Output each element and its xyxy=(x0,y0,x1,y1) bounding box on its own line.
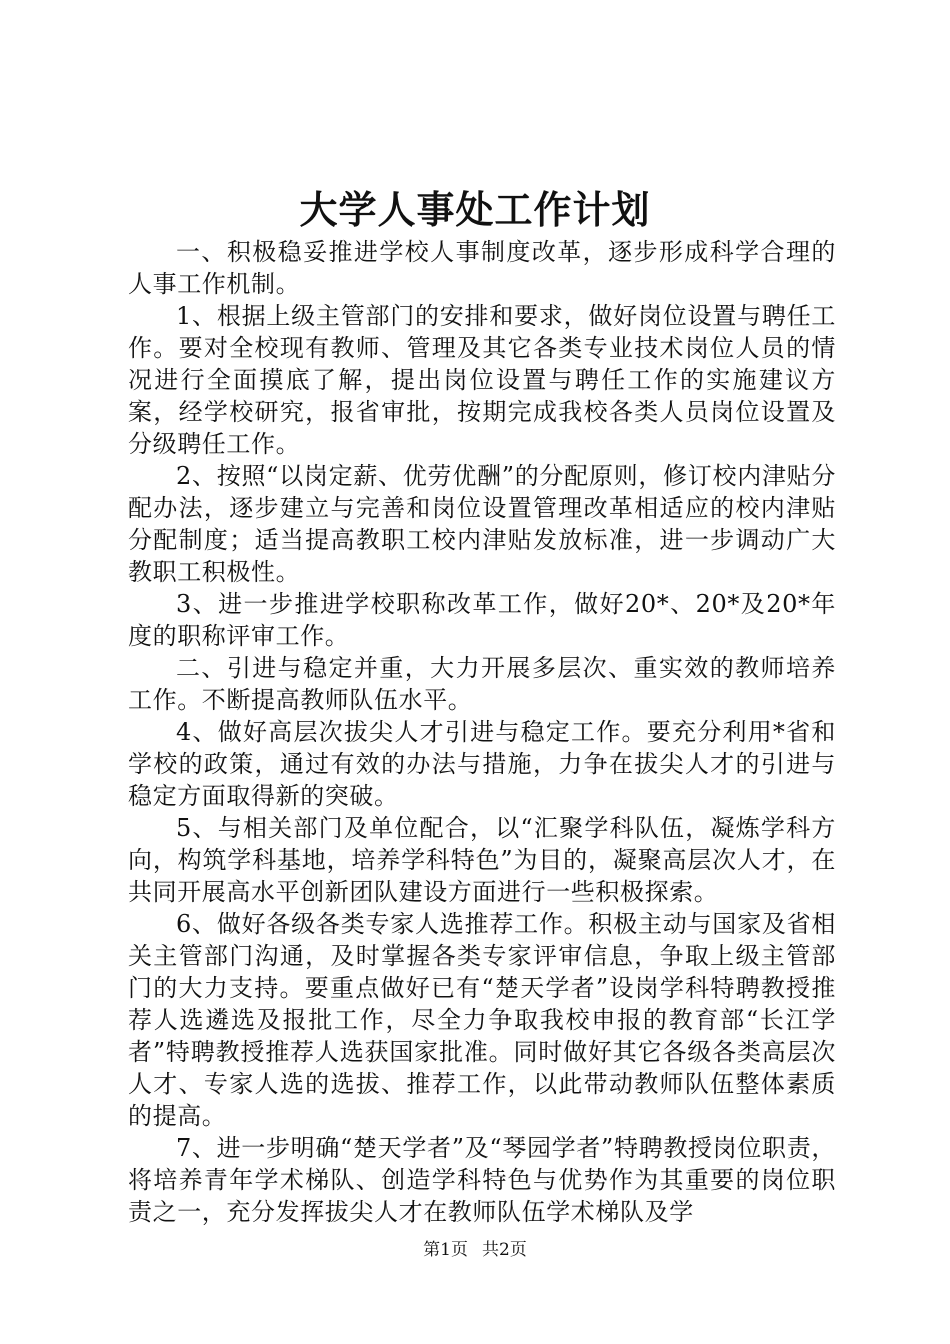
page-total: 共2页 xyxy=(482,1240,527,1260)
paragraph-6: 4、做好高层次拔尖人才引进与稳定工作。要充分利用*省和学校的政策，通过有效的办法与措施，力争在拔尖人才的引进与稳定方面取得新的突破。 xyxy=(128,718,836,810)
page-number: 第1页 xyxy=(423,1240,468,1260)
paragraph-9: 7、进一步明确“楚天学者”及“琴园学者”特聘教授岗位职责，将培养青年学术梯队、创造学科特色与优势作为其重要的岗位职责之一，充分发挥拔尖人才在教师队伍学术梯队及学 xyxy=(128,1134,836,1226)
paragraph-8: 6、做好各级各类专家人选推荐工作。积极主动与国家及省相关主管部门沟通，及时掌握各类专家评审信息，争取上级主管部门的大力支持。要重点做好已有“楚天学者”设岗学科特聘教授推荐人选遴选及报批工作，尽全力争取我校申报的教育部“长江学者”特聘教授推荐人选获国家批准。同时做好其它各级各类高层次人才、专家人选的选拔、推荐工作，以此带动教师队伍整体素质的提高。 xyxy=(128,910,836,1130)
paragraph-4: 3、进一步推进学校职称改革工作，做好20*、20*及20*年度的职称评审工作。 xyxy=(128,590,836,650)
paragraph-1: 一、积极稳妥推进学校人事制度改革，逐步形成科学合理的人事工作机制。 xyxy=(128,238,836,298)
page-footer xyxy=(0,1238,950,1262)
paragraph-5: 二、引进与稳定并重，大力开展多层次、重实效的教师培养工作。不断提高教师队伍水平。 xyxy=(128,654,836,714)
paragraph-7: 5、与相关部门及单位配合，以“汇聚学科队伍，凝炼学科方向，构筑学科基地，培养学科特色”为目的，凝聚高层次人才，在共同开展高水平创新团队建设方面进行一些积极探索。 xyxy=(128,814,836,906)
paragraph-3: 2、按照“以岗定薪、优劳优酬”的分配原则，修订校内津贴分配办法，逐步建立与完善和岗位设置管理改革相适应的校内津贴分配制度；适当提高教职工校内津贴发放标准，进一步调动广大教职工积极性。 xyxy=(128,462,836,586)
paragraph-2: 1、根据上级主管部门的安排和要求，做好岗位设置与聘任工作。要对全校现有教师、管理及其它各类专业技术岗位人员的情况进行全面摸底了解，提出岗位设置与聘任工作的实施建议方案，经学校研究，报省审批，按期完成我校各类人员岗位设置及分级聘任工作。 xyxy=(128,302,836,458)
document-body xyxy=(128,236,836,1228)
document-title: 大学人事处工作计划 xyxy=(299,187,651,232)
